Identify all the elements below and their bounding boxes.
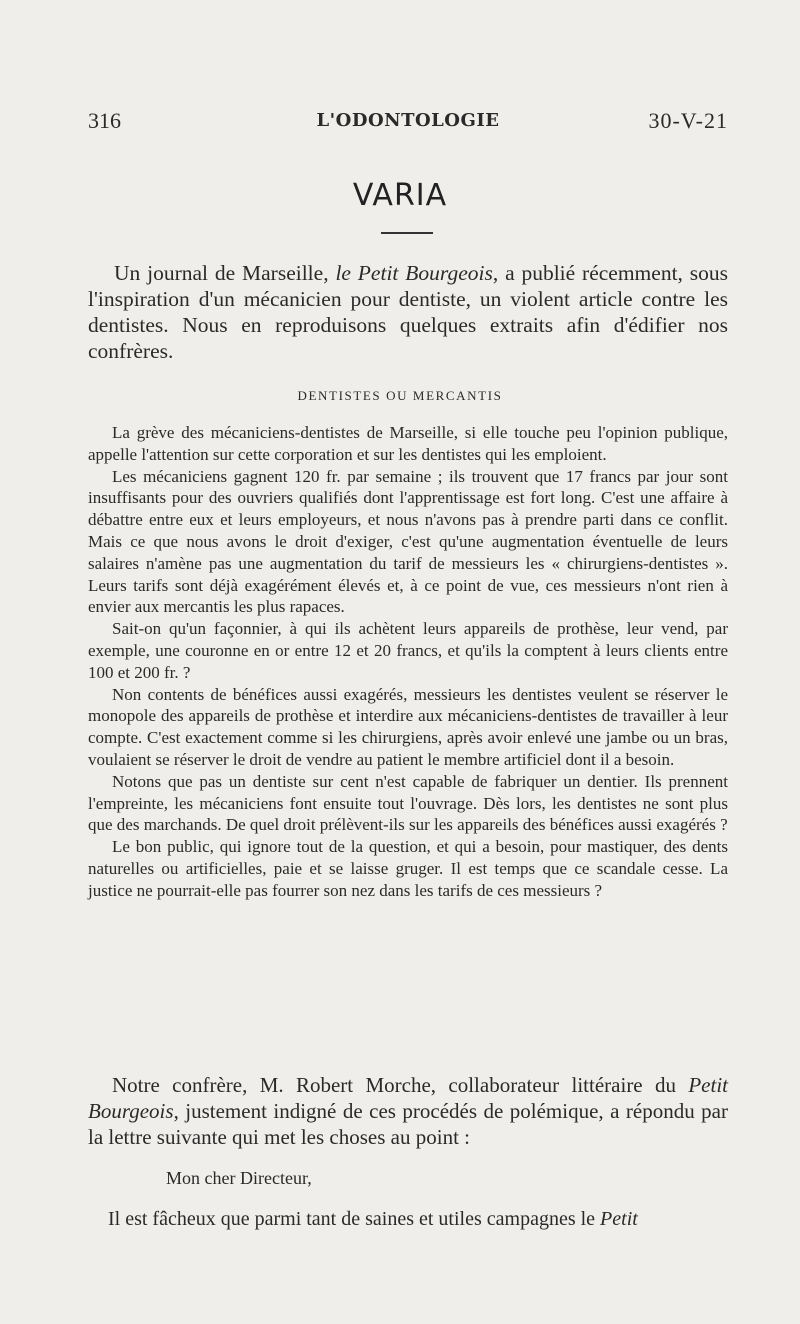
outro-newspaper-name: Petit Bourgeois	[88, 1073, 728, 1123]
body-paragraph: Non contents de bénéfices aussi exagérés, messieurs les dentistes veulent se réserver le monopole des appareils de prothèse et interdire aux mécaniciens-dentistes de travailler à leur compte. C'est exactement comme si les chirurgiens, après avoir enlevé une jambe ou un bras, voulaient se réserver le droit de vendre au patient le membre artificiel dont il a besoin.	[88, 684, 728, 769]
page-number: 316	[88, 108, 121, 133]
intro-text-before: Un journal de Marseille,	[114, 261, 336, 285]
outro-text-after: , justement indigné de ces procédés de polémique, a répondu par la lettre suivante qui met les choses au point :	[88, 1099, 728, 1149]
body-paragraph: Les mécaniciens gagnent 120 fr. par semaine ; ils trouvent que 17 francs par jour sont insuffisants pour des ouvriers qualifiés dont l'apprentissage est fort long. C'est une affaire à débattre entre eux et leurs employeurs, et nous n'avons pas à prendre parti dans ce conflit. Mais ce que nous avons le droit d'exiger, c'est qu'une augmentation éventuelle de leurs salaires n'amène pas une augmentation du tarif de messieurs les « chirurgiens-dentistes ». Leurs tarifs sont déjà exagérément élevés et, à ce point de vue, ces messieurs n'ont rien à envier aux mercantis les plus rapaces.	[88, 466, 728, 617]
outro-paragraph	[88, 1072, 728, 1150]
letter-salutation: Mon cher Directeur,	[166, 1168, 312, 1188]
body-paragraph: Le bon public, qui ignore tout de la question, et qui a besoin, pour mastiquer, des dents naturelles ou artificielles, paie et se laisse gruger. Il est temps que ce scandale cesse. La justice ne pourrait-elle pas fourrer son nez dans les tarifs de ces messieurs ?	[88, 837, 728, 900]
letter-first-line	[88, 1206, 728, 1232]
body-paragraph: La grève des mécaniciens-dentistes de Marseille, si elle touche peu l'opinion publique, appelle l'attention sur cette corporation et sur les dentistes qui les emploient.	[88, 423, 728, 464]
issue-date: 30-V-21	[648, 108, 728, 133]
running-header	[88, 108, 728, 138]
body-paragraph: Notons que pas un dentiste sur cent n'est capable de fabriquer un dentier. Ils prennent l'empreinte, les mécaniciens font ensuite tout l'ouvrage. Dès lors, les dentistes ne sont plus que des marchands. De quel droit prélèvent-ils sur les appareils des bénéfices aussi exagérés ?	[88, 771, 728, 835]
outro-text-before: Notre confrère, M. Robert Morche, collaborateur littéraire du	[112, 1073, 689, 1097]
body-paragraph: Sait-on qu'un façonnier, à qui ils achètent leurs appareils de prothèse, leur vend, par exemple, une couronne en or entre 12 et 20 francs, et qu'ils la comptent à leurs clients entre 100 et 200 fr. ?	[88, 619, 728, 682]
article-subheading: DENTISTES OU MERCANTIS	[297, 388, 503, 403]
title-divider	[381, 232, 433, 234]
letter-text: Il est fâcheux que parmi tant de saines et utiles campagnes le	[108, 1208, 601, 1230]
quoted-article	[88, 422, 728, 902]
letter-italic-word: Petit	[600, 1208, 638, 1230]
running-title: L'ODONTOLOGIE	[316, 110, 500, 131]
intro-paragraph	[88, 260, 728, 364]
section-title: VARIA	[352, 178, 448, 213]
newspaper-name: le Petit Bourgeois	[335, 261, 493, 285]
intro-text-after: , a publié récemment, sous l'inspiration d'un mécanicien pour dentiste, un violent article contre les dentistes. Nous en reproduisons quelques extraits afin d'édifier nos confrères.	[88, 261, 728, 363]
